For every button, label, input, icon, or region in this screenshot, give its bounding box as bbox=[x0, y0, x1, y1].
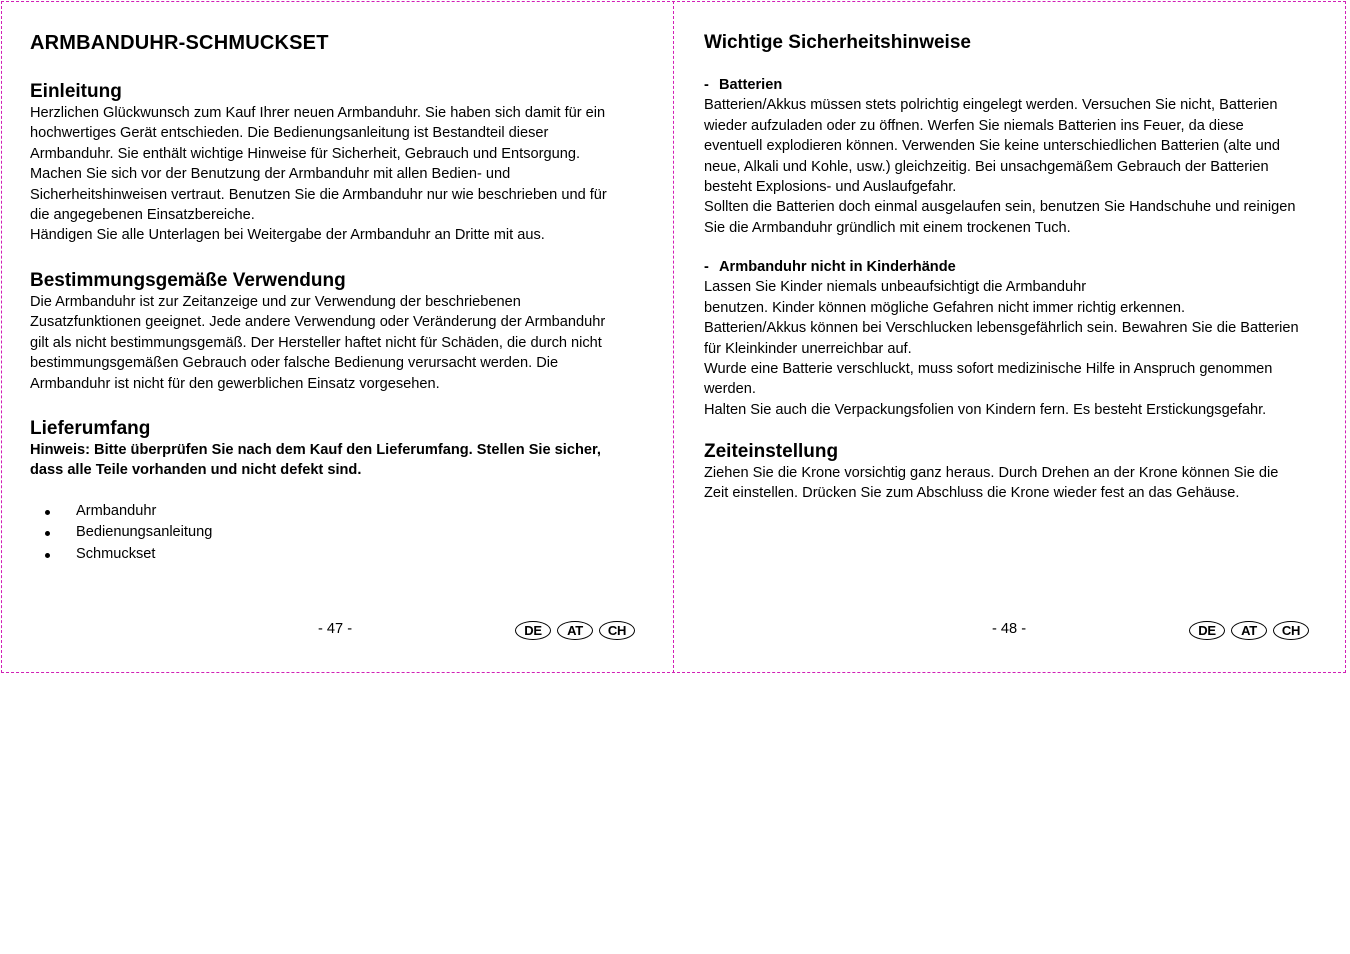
list-item bbox=[30, 501, 635, 523]
text-line: Sie die Armbanduhr gründlich mit einem trockenen Tuch. bbox=[704, 219, 1071, 236]
text-line: Machen Sie sich vor der Benutzung der Armbanduhr mit allen Bedien- und bbox=[30, 166, 511, 183]
scope-note bbox=[30, 440, 635, 481]
list-item-label: Schmuckset bbox=[76, 545, 156, 562]
subsection-title: Armbanduhr nicht in Kinderhände bbox=[719, 259, 956, 275]
bullet-icon bbox=[45, 531, 50, 536]
document-title: ARMBANDUHR-SCHMUCKSET bbox=[30, 32, 329, 54]
section-zeiteinstellung bbox=[704, 441, 1320, 504]
section-batterien bbox=[704, 75, 1320, 238]
subsection-heading bbox=[704, 257, 1320, 277]
text-line: Die Armbanduhr ist zur Zeitanzeige und zur Verwendung der beschriebenen bbox=[30, 294, 521, 310]
section-body bbox=[704, 277, 1320, 420]
country-badges bbox=[1189, 621, 1309, 640]
dash-marker: - bbox=[704, 259, 709, 275]
section-body bbox=[704, 95, 1320, 238]
page-number: - 47 - bbox=[318, 621, 353, 637]
section-lieferumfang bbox=[30, 418, 635, 565]
subsection-heading bbox=[704, 75, 1320, 95]
section-body bbox=[704, 463, 1320, 504]
country-badge-at: AT bbox=[1231, 621, 1267, 640]
text-line: Batterien/Akkus müssen stets polrichtig eingelegt werden. Versuchen Sie nicht, Batterien bbox=[704, 97, 1278, 114]
section-heading: Bestimmungsgemäße Verwendung bbox=[30, 270, 346, 291]
text-line: Halten Sie auch die Verpackungsfolien von Kindern fern. Es besteht Erstickungsgefahr. bbox=[704, 401, 1267, 418]
page-title: Wichtige Sicherheitshinweise bbox=[704, 32, 971, 53]
text-line: Lassen Sie Kinder niemals unbeaufsichtigt die Armbanduhr bbox=[704, 279, 1087, 296]
section-einleitung bbox=[30, 81, 635, 246]
bullet-icon bbox=[45, 553, 50, 558]
section-heading: Einleitung bbox=[30, 81, 122, 102]
text-line: für Kleinkinder unerreichbar auf. bbox=[704, 340, 912, 357]
text-line: werden. bbox=[704, 381, 756, 398]
country-badge-ch: CH bbox=[1273, 621, 1309, 640]
text-line: dass alle Teile vorhanden und nicht defekt sind. bbox=[30, 462, 362, 479]
country-badge-de: DE bbox=[1189, 621, 1225, 640]
text-line: Herzlichen Glückwunsch zum Kauf Ihrer neuen Armbanduhr. Sie haben sich damit für ein bbox=[30, 105, 606, 121]
section-verwendung bbox=[30, 270, 635, 394]
text-line: benutzen. Kinder können mögliche Gefahren nicht immer richtig erkennen. bbox=[704, 299, 1186, 316]
text-line: neue, Alkali und Kohle, usw.) gleichzeitig. Bei unsachgemäßem Gebrauch der Batterien bbox=[704, 158, 1269, 175]
text-line: die angegebenen Einsatzbereiche. bbox=[30, 207, 255, 224]
text-line: Armbanduhr ist nicht für den gewerblichen Einsatz vorgesehen. bbox=[30, 375, 440, 392]
text-line: Armbanduhr. Sie enthält wichtige Hinweise für Sicherheit, Gebrauch und Entsorgung. bbox=[30, 145, 581, 162]
section-body bbox=[30, 103, 635, 246]
country-badge-at: AT bbox=[557, 621, 593, 640]
center-fold-line bbox=[673, 1, 674, 673]
subsection-title: Batterien bbox=[719, 77, 783, 93]
text-line: eventuell explodieren können. Verwenden Sie keine unterschiedlichen Batterien (alte und bbox=[704, 138, 1281, 155]
text-line: Ziehen Sie die Krone vorsichtig ganz heraus. Durch Drehen an der Krone können Sie die bbox=[704, 465, 1279, 481]
country-badge-ch: CH bbox=[599, 621, 635, 640]
country-badge-de: DE bbox=[515, 621, 551, 640]
text-line: Zeit einstellen. Drücken Sie zum Abschluss die Krone wieder fest an das Gehäuse. bbox=[704, 485, 1240, 502]
dash-marker: - bbox=[704, 77, 709, 93]
scope-list bbox=[30, 501, 635, 566]
section-heading: Lieferumfang bbox=[30, 418, 151, 439]
bullet-icon bbox=[45, 510, 50, 515]
text-line: besteht Explosions- und Auslaufgefahr. bbox=[704, 179, 957, 196]
list-item-label: Armbanduhr bbox=[76, 502, 157, 519]
list-item bbox=[30, 522, 635, 544]
page-number: - 48 - bbox=[992, 621, 1027, 637]
list-item-label: Bedienungsanleitung bbox=[76, 524, 213, 541]
list-item bbox=[30, 544, 635, 566]
text-line: gilt als nicht bestimmungsgemäß. Der Hersteller haftet nicht für Schäden, die durch nicht bbox=[30, 334, 602, 351]
section-kinder bbox=[704, 257, 1320, 420]
text-line: hochwertiges Gerät entschieden. Die Bedienungsanleitung ist Bestandteil dieser bbox=[30, 125, 549, 142]
text-line: wieder aufzuladen oder zu öffnen. Werfen Sie niemals Batterien ins Feuer, da diese bbox=[704, 117, 1244, 134]
text-line: Sicherheitshinweisen vertraut. Benutzen Sie die Armbanduhr nur wie beschrieben und für bbox=[30, 186, 607, 203]
right-page bbox=[704, 0, 1320, 672]
text-line: Sollten die Batterien doch einmal ausgelaufen sein, benutzen Sie Handschuhe und reinigen bbox=[704, 199, 1296, 216]
section-body bbox=[30, 292, 635, 394]
country-badges bbox=[515, 621, 635, 640]
text-line: Zusatzfunktionen geeignet. Jede andere Verwendung oder Veränderung der Armbanduhr bbox=[30, 314, 606, 331]
text-line: Hinweis: Bitte überprüfen Sie nach dem Kauf den Lieferumfang. Stellen Sie sicher, bbox=[30, 442, 601, 458]
text-line: Händigen Sie alle Unterlagen bei Weitergabe der Armbanduhr an Dritte mit aus. bbox=[30, 227, 545, 244]
section-heading: Zeiteinstellung bbox=[704, 441, 839, 462]
text-line: bestimmungsgemäßen Gebrauch oder falsche Bedienung verursacht werden. Die bbox=[30, 355, 559, 372]
text-line: Batterien/Akkus können bei Verschlucken lebensgefährlich sein. Bewahren Sie die Batterien bbox=[704, 320, 1299, 337]
left-page bbox=[30, 0, 635, 672]
text-line: Wurde eine Batterie verschluckt, muss sofort medizinische Hilfe in Anspruch genommen bbox=[704, 361, 1273, 378]
